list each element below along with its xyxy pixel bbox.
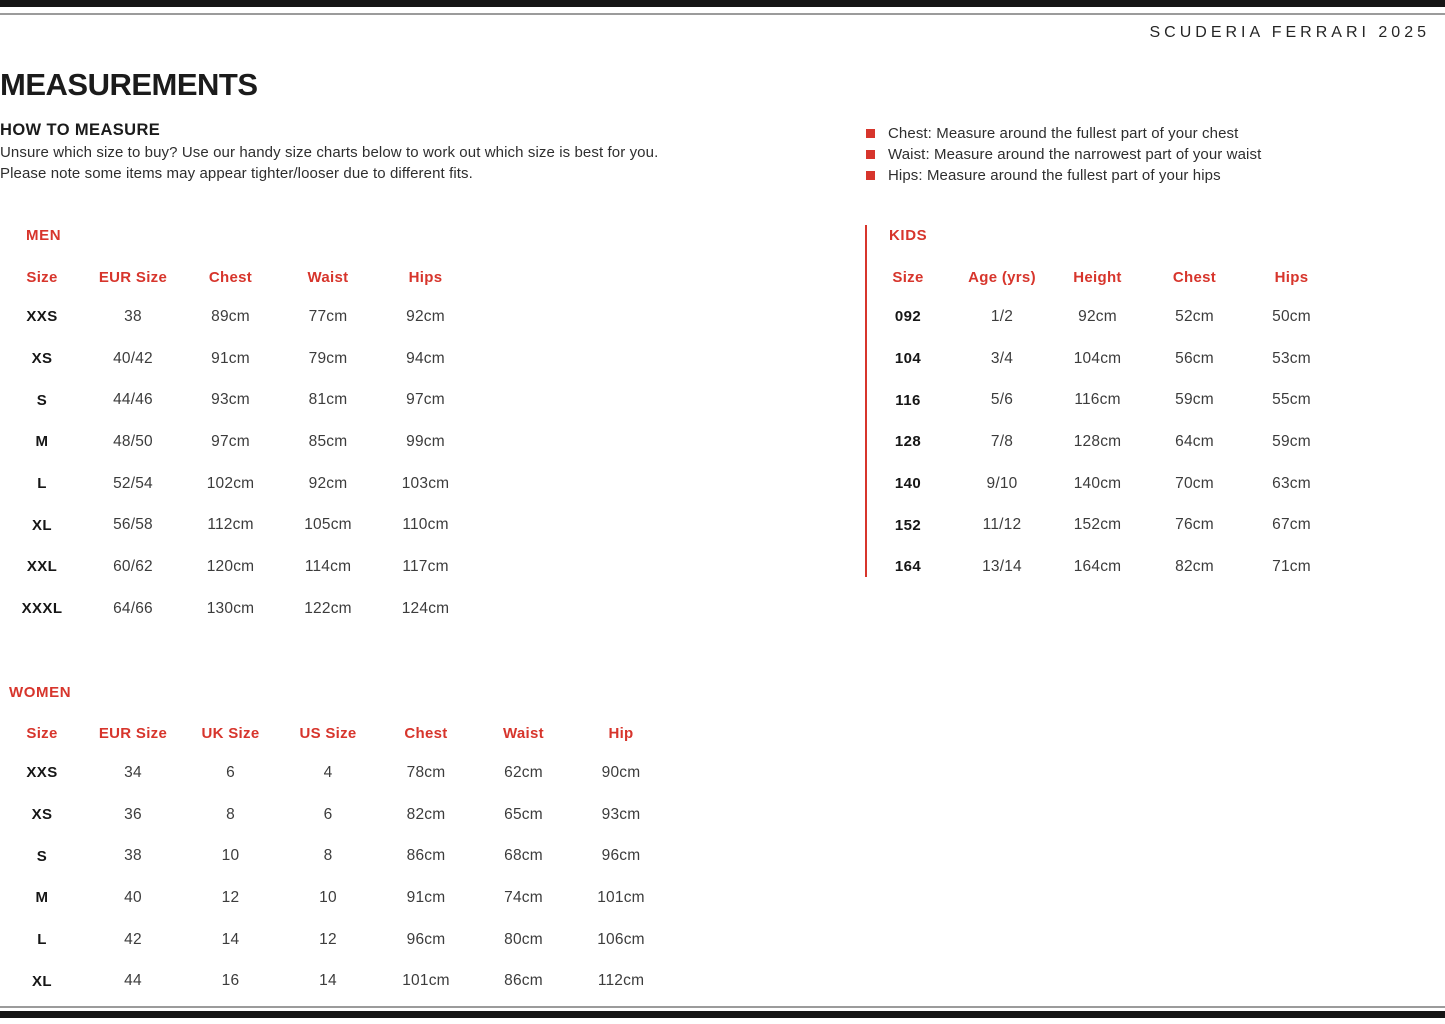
- value-cell: 50cm: [1272, 307, 1311, 325]
- top-border-bar: [0, 0, 1445, 7]
- value-cell: 52cm: [1175, 307, 1214, 325]
- value-cell: 7/8: [990, 432, 1014, 450]
- value-cell: 44: [124, 972, 142, 990]
- value-cell: 67cm: [1272, 516, 1311, 534]
- size-cell: XXS: [26, 764, 58, 782]
- value-cell: 59cm: [1272, 432, 1311, 450]
- column-header: Size: [892, 268, 924, 286]
- table-row: [0, 588, 474, 630]
- value-cell: 97cm: [406, 391, 445, 409]
- table-row: [0, 546, 474, 588]
- header-row: [0, 714, 670, 752]
- table-row: [0, 752, 670, 794]
- value-cell: 71cm: [1272, 557, 1311, 575]
- column-header: EUR Size: [98, 724, 168, 742]
- value-cell: 96cm: [601, 847, 641, 865]
- value-cell: 120cm: [206, 557, 255, 575]
- value-cell: 11/12: [982, 516, 1022, 534]
- value-cell: 85cm: [308, 432, 348, 450]
- column-header: Chest: [1172, 268, 1217, 286]
- table-row: [0, 379, 474, 421]
- table-row: [0, 463, 474, 505]
- value-cell: 104cm: [1073, 349, 1122, 367]
- value-cell: 90cm: [601, 763, 641, 781]
- value-cell: 93cm: [211, 391, 250, 409]
- women-size-table: [0, 714, 670, 1002]
- value-cell: 91cm: [211, 349, 250, 367]
- value-cell: 117cm: [402, 557, 449, 575]
- value-cell: 114cm: [304, 557, 352, 575]
- bullet-square-icon: [866, 129, 875, 138]
- size-cell: 164: [894, 558, 922, 576]
- value-cell: 34: [124, 763, 142, 781]
- value-cell: 4: [323, 763, 333, 781]
- table-row: [0, 504, 474, 546]
- bottom-border-line: [0, 1006, 1445, 1008]
- value-cell: 38: [124, 847, 142, 865]
- size-cell: 116: [895, 391, 921, 409]
- column-header: Hips: [408, 268, 443, 286]
- column-header: Hip: [608, 724, 634, 742]
- value-cell: 14: [319, 972, 337, 990]
- value-cell: 14: [221, 930, 240, 948]
- value-cell: 78cm: [406, 763, 446, 781]
- men-section-title: MEN: [26, 227, 62, 244]
- size-cell: 104: [894, 350, 922, 368]
- value-cell: 94cm: [406, 349, 445, 367]
- size-cell: 140: [894, 475, 922, 493]
- table-row: [861, 421, 1340, 463]
- column-header: Size: [26, 724, 58, 742]
- list-item: [866, 144, 1261, 165]
- value-cell: 152cm: [1073, 516, 1122, 534]
- value-cell: 124cm: [401, 599, 450, 617]
- value-cell: 55cm: [1272, 391, 1311, 409]
- value-cell: 74cm: [504, 888, 543, 906]
- value-cell: 102cm: [206, 474, 255, 492]
- size-cell: XXL: [26, 558, 58, 576]
- value-cell: 6: [323, 805, 333, 823]
- column-header: UK Size: [201, 724, 260, 742]
- list-item: [866, 165, 1261, 186]
- bottom-border-bar: [0, 1011, 1445, 1018]
- size-cell: XL: [32, 516, 52, 534]
- bullet-square-icon: [866, 150, 875, 159]
- size-cell: 152: [894, 516, 922, 534]
- column-header: Waist: [307, 268, 349, 286]
- value-cell: 12: [319, 930, 337, 948]
- table-row: [0, 794, 670, 836]
- kids-size-table: [861, 258, 1340, 588]
- size-cell: M: [35, 889, 49, 907]
- value-cell: 62cm: [504, 763, 543, 781]
- value-cell: 70cm: [1175, 474, 1214, 492]
- value-cell: 56cm: [1175, 349, 1214, 367]
- size-cell: L: [37, 931, 47, 949]
- value-cell: 86cm: [406, 847, 446, 865]
- size-cell: M: [35, 433, 49, 451]
- header-row: [0, 258, 474, 296]
- size-cell: XS: [31, 350, 53, 368]
- value-cell: 38: [124, 307, 142, 325]
- value-cell: 40/42: [113, 349, 153, 367]
- value-cell: 122cm: [304, 599, 352, 617]
- value-cell: 92cm: [406, 307, 445, 325]
- value-cell: 5/6: [990, 391, 1014, 409]
- value-cell: 12: [221, 888, 240, 906]
- column-header: Height: [1073, 268, 1122, 286]
- bullet-text: Waist: Measure around the narrowest part of your waist: [888, 146, 1262, 163]
- bullet-square-icon: [866, 171, 875, 180]
- value-cell: 97cm: [211, 432, 250, 450]
- size-cell: 128: [894, 433, 922, 451]
- value-cell: 86cm: [504, 972, 543, 990]
- value-cell: 13/14: [982, 557, 1022, 575]
- table-row: [0, 338, 474, 380]
- size-cell: S: [36, 391, 48, 409]
- value-cell: 101cm: [597, 888, 645, 906]
- value-cell: 81cm: [308, 391, 348, 409]
- table-row: [861, 504, 1340, 546]
- value-cell: 10: [221, 847, 240, 865]
- value-cell: 56/58: [113, 516, 153, 534]
- column-header: Age (yrs): [968, 268, 1036, 286]
- table-row: [0, 877, 670, 919]
- value-cell: 76cm: [1175, 516, 1214, 534]
- bullet-text: Hips: Measure around the fullest part of your hips: [888, 167, 1221, 184]
- value-cell: 91cm: [406, 888, 446, 906]
- measure-tips-list: [866, 123, 1261, 186]
- size-cell: XXS: [26, 308, 58, 326]
- size-cell: L: [37, 475, 47, 493]
- value-cell: 9/10: [986, 474, 1018, 492]
- table-row: [861, 546, 1340, 588]
- value-cell: 99cm: [406, 432, 445, 450]
- value-cell: 60/62: [113, 557, 153, 575]
- value-cell: 105cm: [304, 516, 352, 534]
- table-row: [861, 379, 1340, 421]
- intro-line-1: Unsure which size to buy? Use our handy size charts below to work out which size is best for you.: [0, 144, 659, 161]
- value-cell: 128cm: [1073, 432, 1122, 450]
- value-cell: 6: [226, 763, 235, 781]
- page-title: MEASUREMENTS: [0, 67, 258, 102]
- value-cell: 164cm: [1073, 557, 1122, 575]
- header-row: [861, 258, 1340, 296]
- table-row: [861, 296, 1340, 338]
- table-row: [0, 960, 670, 1002]
- value-cell: 8: [226, 805, 235, 823]
- size-cell: 092: [894, 308, 922, 326]
- size-cell: XL: [32, 972, 52, 990]
- value-cell: 79cm: [308, 349, 348, 367]
- value-cell: 112cm: [207, 516, 254, 534]
- value-cell: 82cm: [1175, 557, 1214, 575]
- men-size-table: [0, 258, 474, 630]
- value-cell: 44/46: [113, 391, 153, 409]
- value-cell: 40: [124, 888, 142, 906]
- value-cell: 80cm: [504, 930, 543, 948]
- table-row: [861, 463, 1340, 505]
- value-cell: 92cm: [1078, 307, 1117, 325]
- top-border-line: [0, 13, 1445, 15]
- value-cell: 103cm: [401, 474, 450, 492]
- table-row: [0, 919, 670, 961]
- table-row: [0, 835, 670, 877]
- intro-line-2: Please note some items may appear tighter/looser due to different fits.: [0, 165, 473, 182]
- women-section-title: WOMEN: [9, 684, 72, 701]
- column-header: Hips: [1274, 268, 1309, 286]
- value-cell: 1/2: [990, 307, 1014, 325]
- column-header: Chest: [208, 268, 253, 286]
- column-header: Size: [26, 268, 58, 286]
- size-cell: S: [36, 847, 48, 865]
- value-cell: 130cm: [206, 599, 255, 617]
- list-item: [866, 123, 1261, 144]
- value-cell: 53cm: [1272, 349, 1311, 367]
- table-row: [0, 421, 474, 463]
- value-cell: 93cm: [601, 805, 641, 823]
- size-cell: XS: [31, 806, 53, 824]
- column-header: Waist: [503, 724, 544, 742]
- value-cell: 8: [323, 847, 333, 865]
- column-header: US Size: [299, 724, 357, 742]
- value-cell: 48/50: [113, 432, 153, 450]
- value-cell: 68cm: [504, 847, 543, 865]
- brand-header: SCUDERIA FERRARI 2025: [1149, 24, 1430, 41]
- value-cell: 101cm: [402, 972, 450, 990]
- value-cell: 110cm: [402, 516, 449, 534]
- value-cell: 64/66: [113, 599, 153, 617]
- value-cell: 140cm: [1073, 474, 1122, 492]
- value-cell: 16: [221, 972, 240, 990]
- table-row: [0, 296, 474, 338]
- kids-section-title: KIDS: [889, 227, 928, 244]
- size-cell: XXXL: [21, 600, 63, 618]
- value-cell: 59cm: [1175, 391, 1214, 409]
- column-header: Chest: [404, 724, 448, 742]
- how-to-measure-heading: HOW TO MEASURE: [0, 121, 161, 139]
- value-cell: 116cm: [1074, 391, 1121, 409]
- value-cell: 64cm: [1175, 432, 1214, 450]
- value-cell: 77cm: [308, 307, 348, 325]
- value-cell: 42: [124, 930, 142, 948]
- value-cell: 106cm: [597, 930, 645, 948]
- value-cell: 10: [319, 888, 337, 906]
- value-cell: 92cm: [308, 474, 348, 492]
- value-cell: 52/54: [113, 474, 153, 492]
- value-cell: 96cm: [406, 930, 446, 948]
- value-cell: 65cm: [504, 805, 543, 823]
- column-header: EUR Size: [98, 268, 168, 286]
- value-cell: 3/4: [990, 349, 1014, 367]
- value-cell: 63cm: [1272, 474, 1311, 492]
- value-cell: 82cm: [406, 805, 446, 823]
- value-cell: 36: [124, 805, 142, 823]
- value-cell: 112cm: [597, 972, 645, 990]
- table-row: [861, 338, 1340, 380]
- value-cell: 89cm: [211, 307, 250, 325]
- bullet-text: Chest: Measure around the fullest part of your chest: [888, 125, 1239, 142]
